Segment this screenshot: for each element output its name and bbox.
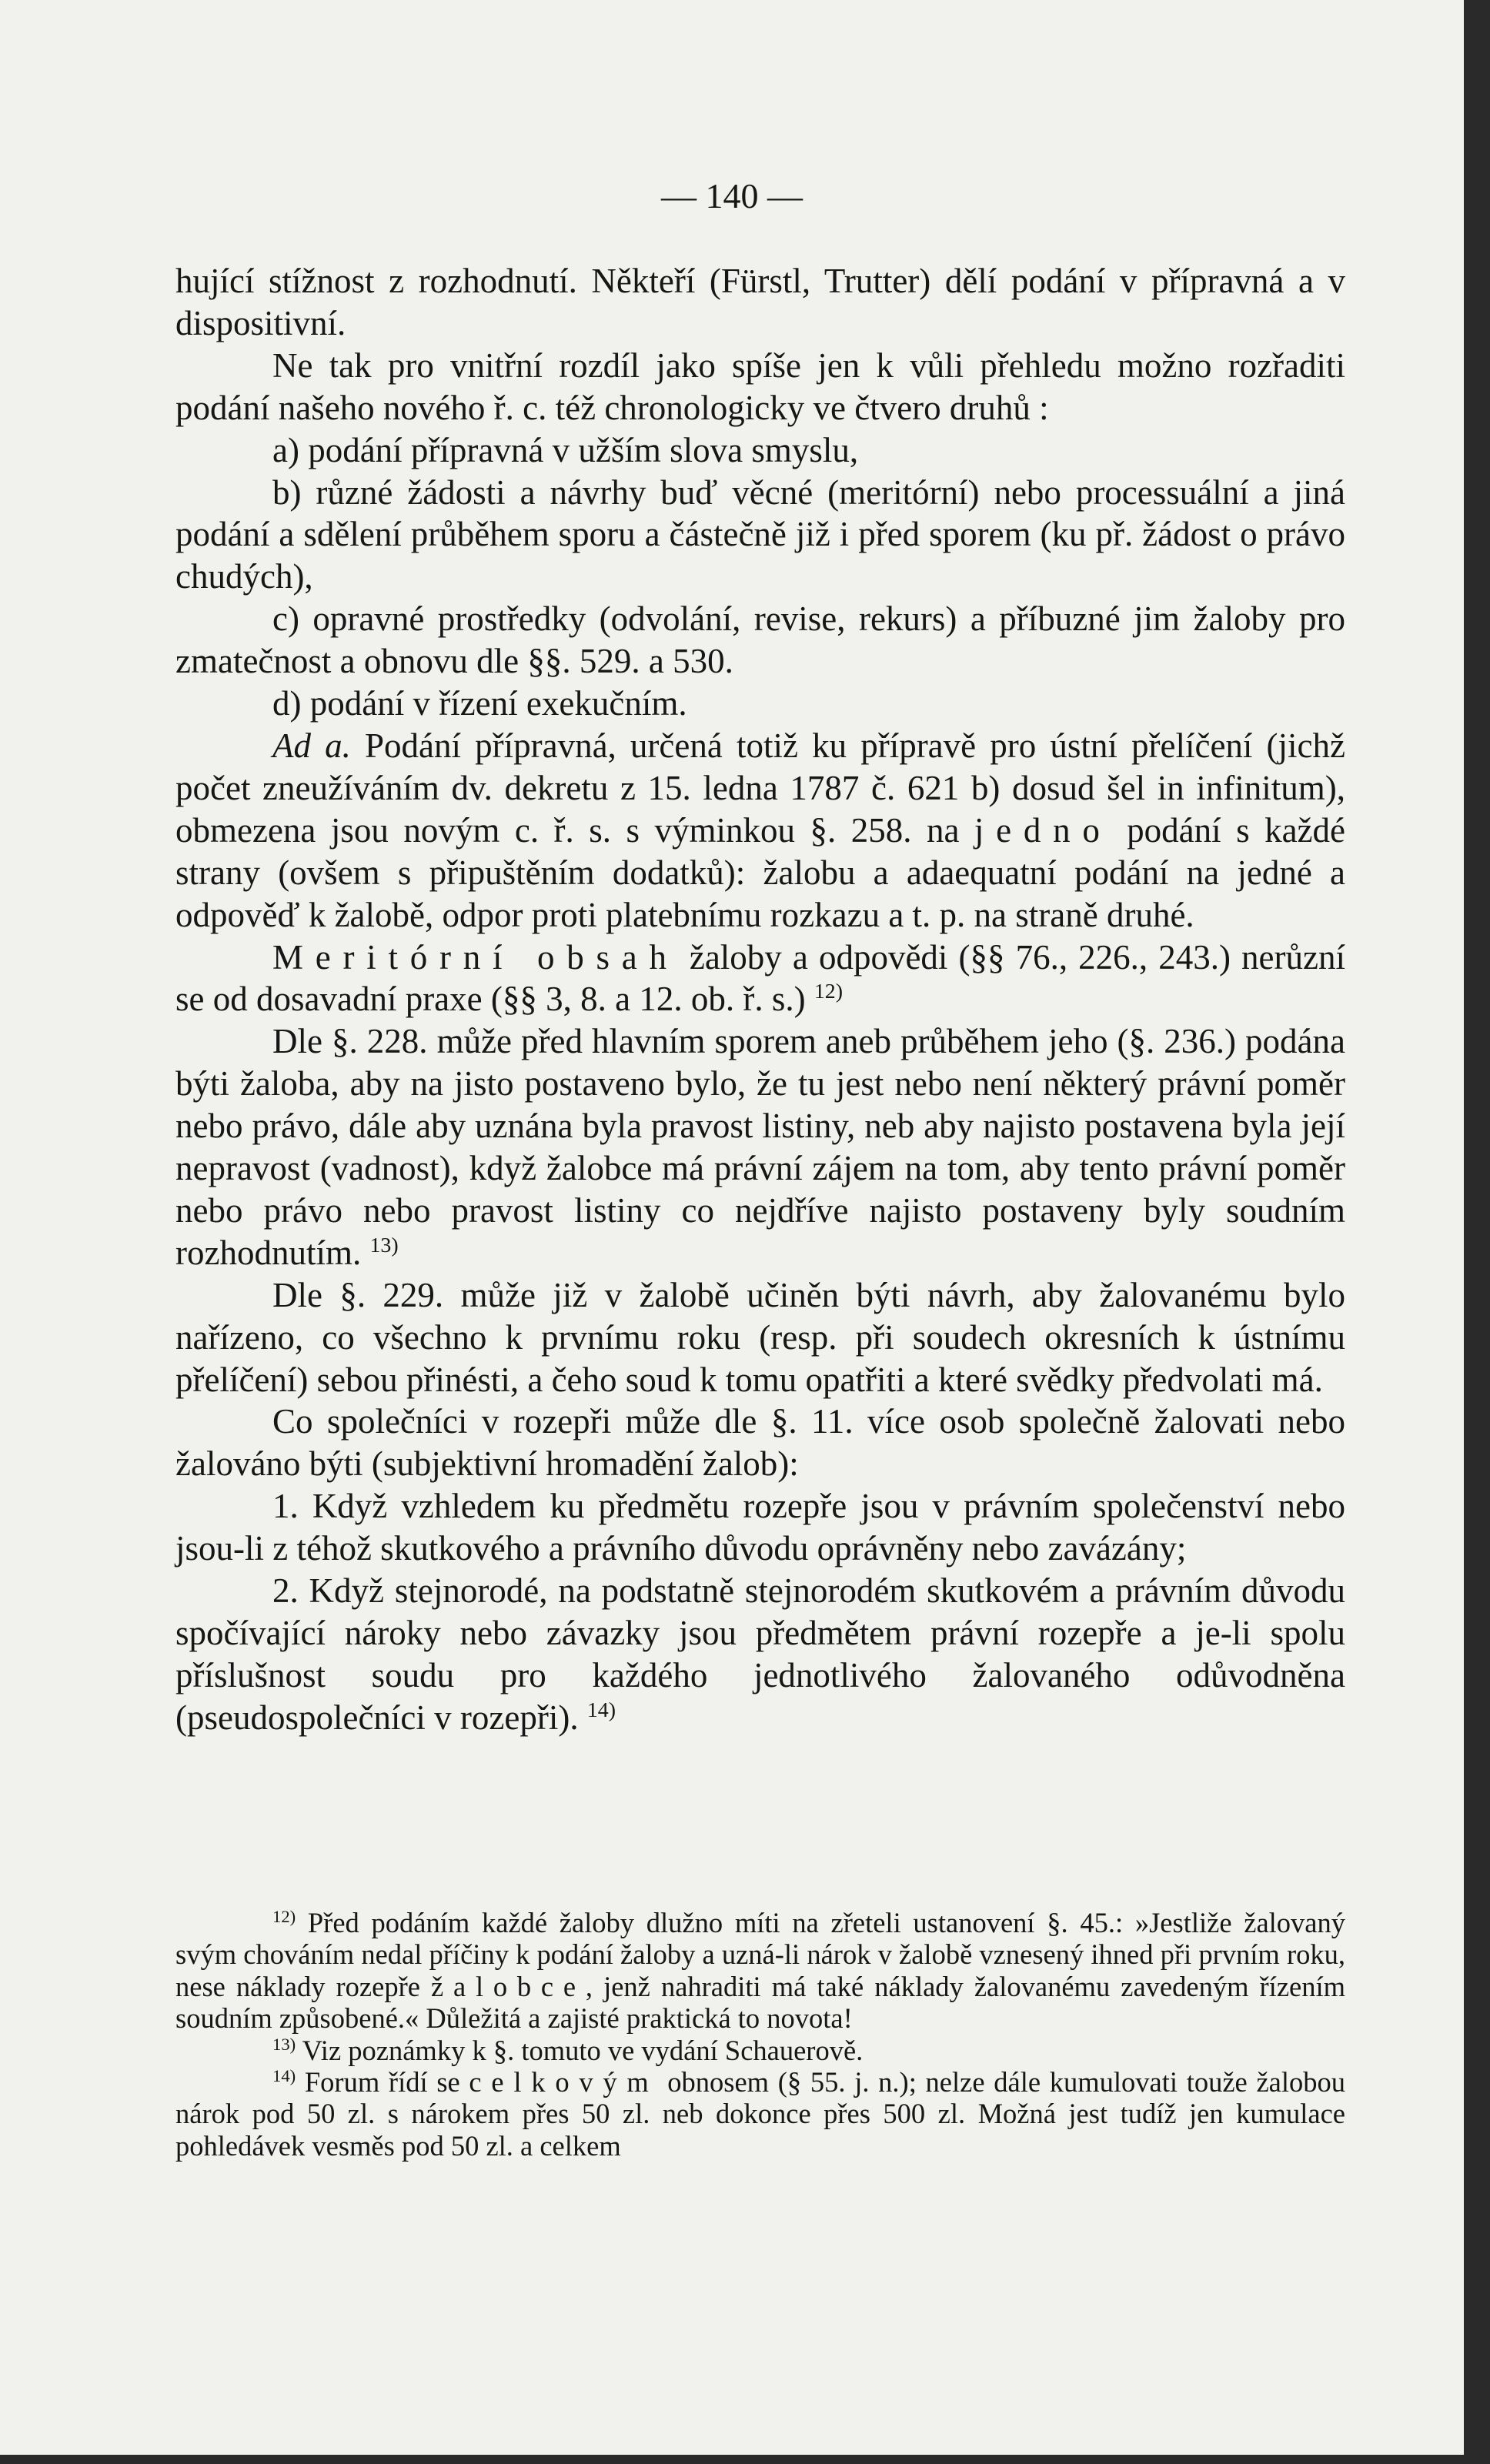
- footnote-14: [175, 2066, 1345, 2162]
- footnote-mark: 14): [272, 2065, 296, 2085]
- paragraph-ad-a: [175, 725, 1345, 937]
- ad-a-text-2: podání s každé strany (ovšem s připuštěním dodatků): žalobu a adaequatní podání na jedné a odpověď k žalobě, odpor proti platebnímu rozkazu a t. p. na straně druhé.: [175, 810, 1345, 934]
- footnote-mark: 12): [272, 1906, 296, 1926]
- footnote-ref-14: 14): [586, 1698, 616, 1722]
- list-item-b: b) různé žádosti a návrhy buď věcné (meritórní) nebo processuální a jiná podání a sdělení průběhem sporu a částečně již i před sporem (ku př. žádost o právo chudých),: [175, 472, 1345, 596]
- paragraph-2: [175, 1570, 1345, 1739]
- p228-text: Dle §. 228. může před hlavním sporem aneb průběhem jeho (§. 236.) podána býti žaloba, aby na jisto postaveno bylo, že tu jest nebo není některý právní poměr nebo právo, dále aby uznána byla pravost listiny, neb aby najisto postavena byla její nepravost (vadnost), když žalobce má právní zájem na tom, aby tento právní poměr nebo právo nebo pravost listiny co nejdříve najisto postaveny byly soudním rozhodnutím.: [175, 1022, 1345, 1272]
- paragraph: Ne tak pro vnitřní rozdíl jako spíše jen k vůli přehledu možno rozřaditi podání našeho nového ř. c. též chronologicky ve čtvero druhů :: [175, 346, 1345, 427]
- footnote-text: , jenž nahraditi má také náklady žalovanému zavedeným řízením soudním způsobené.« Důležitá a zajisté praktická to novota!: [175, 1970, 1345, 2035]
- paragraph-merit: [175, 937, 1345, 1021]
- footnote-12: [175, 1907, 1345, 2035]
- paragraph: hující stížnost z rozhodnutí. Někteří (Fürstl, Trutter) dělí podání v přípravná a v dispositivní.: [175, 262, 1345, 342]
- paragraph-228: [175, 1020, 1345, 1274]
- list-item-d: d) podání v řízení exekučním.: [272, 684, 687, 723]
- main-text: [175, 260, 1345, 1739]
- spaced-emphasis: žalobce: [431, 1970, 586, 2002]
- footnote-text: Viz poznámky k §. tomuto ve vydání Schauerově.: [296, 2034, 864, 2066]
- ad-a-label: Ad a.: [272, 726, 351, 765]
- footnote-ref-12: 12): [813, 980, 844, 1004]
- spaced-emphasis: Meritórní obsah: [272, 937, 679, 977]
- footnotes: [175, 1907, 1345, 2162]
- footnote-text: Forum řídí se: [296, 2066, 469, 2098]
- spaced-emphasis: celkovým: [469, 2066, 659, 2098]
- footnote-mark: 13): [272, 2034, 296, 2054]
- spaced-emphasis: jedno: [974, 810, 1112, 850]
- paragraph-229: Dle §. 229. může již v žalobě učiněn býti návrh, aby žalovanému bylo nařízeno, co všechno k prvnímu roku (resp. při soudech okresních k ústnímu přelíčení) sebou přinésti, a čeho soud k tomu opatřiti a které svědky předvolati má.: [175, 1275, 1345, 1399]
- footnote-ref-13: 13): [369, 1233, 399, 1257]
- footnote-13: [175, 2035, 1345, 2066]
- paragraph-1: 1. Když vzhledem ku předmětu rozepře jsou v právním společenství nebo jsou-li z téhož skutkového a právního důvodu oprávněny nebo zavázány;: [175, 1487, 1345, 1568]
- list-item-a: a) podání přípravná v užším slova smyslu,: [272, 430, 859, 469]
- p2-text: 2. Když stejnorodé, na podstatně stejnorodém skutkovém a právním důvodu spočívající nároky nebo závazky jsou předmětem právní rozepře a je-li spolu příslušnost soudu pro každého jednotlivého žalovaného odůvodněna (pseudospolečníci v rozepři).: [175, 1571, 1345, 1737]
- footnote-text: Před podáním každé žaloby dlužno míti na zřeteli ustanovení §. 45.: »Jestliže žalovaný svým chováním nedal příčiny k podání žaloby a uzná-li nárok v žalobě vznesený ihned při prvním roku, nese náklady rozepře: [175, 1907, 1345, 2002]
- list-item-c: c) opravné prostředky (odvolání, revise, rekurs) a příbuzné jim žaloby pro zmatečnost a obnovu dle §§. 529. a 530.: [175, 599, 1345, 681]
- page-number: — 140 —: [661, 176, 803, 215]
- merit-text: žaloby a odpovědi (§§ 76., 226., 243.) nerůzní se od dosavadní praxe (§§ 3, 8. a 12. ob. ř. s.): [175, 937, 1345, 1019]
- footnote-text: obnosem (§ 55. j. n.); nelze dále kumulovati touže žalobou nárok pod 50 zl. s nárokem přes 50 zl. neb dokonce přes 500 zl. Možná jest tudíž jen kumulace pohledávek vesměs pod 50 zl. a celkem: [175, 2066, 1345, 2162]
- paragraph-11: Co společníci v rozepři může dle §. 11. více osob společně žalovati nebo žalováno býti (subjektivní hromadění žalob):: [175, 1402, 1345, 1484]
- ad-a-text-1: Podání přípravná, určená totiž ku přípravě pro ústní přelíčení (jichž počet zneužíváním dv. dekretu z 15. ledna 1787 č. 621 b) dosud šel in infinitum), obmezena jsou novým c. ř. s. s výminkou §. 258. na: [175, 726, 1345, 850]
